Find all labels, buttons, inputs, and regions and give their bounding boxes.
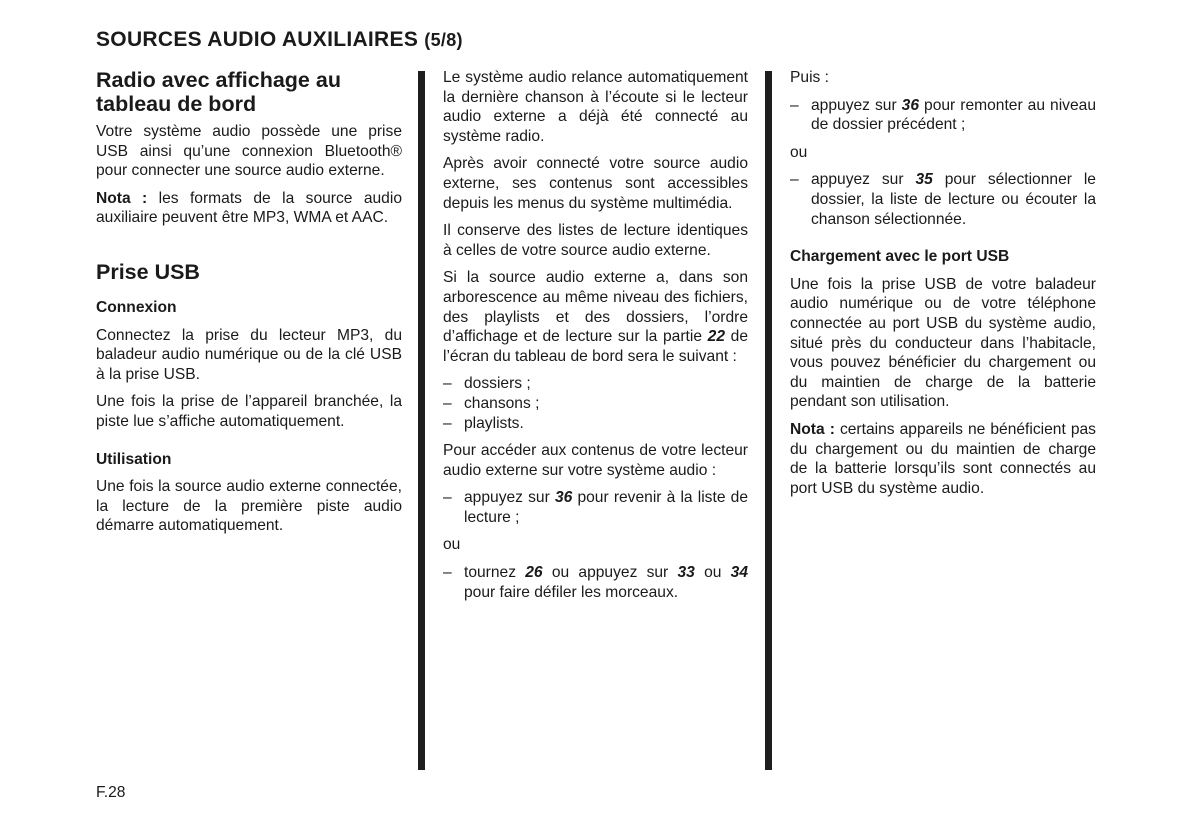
dash-bullet: – [790,96,799,114]
page-number: F.28 [96,784,126,801]
nota-label: Nota : [96,189,148,207]
nota-text: certains appareils ne bénéficient pas du chargement ou du maintien de charge de la batterie lorsqu’ils sont connectés au port USB du système audio. [790,420,1096,497]
ref-number: 33 [677,564,695,582]
order-paragraph: Si la source audio externe a, dans son arborescence au même niveau des fichiers, des playlists et des dossiers, l’ordre d’affichage et de lecture sur la partie 22 de l’écran du tableau de bord sera le suivant : [443,269,748,365]
or-separator: ou [443,536,461,554]
dash-bullet: – [443,564,452,582]
connexion-paragraph-1: Connectez la prise du lecteur MP3, du baladeur audio numérique ou de la clé USB à la prise USB. [96,326,402,383]
connexion-heading: Connexion [96,298,177,316]
list-item: – appuyez sur 36 pour remonter au niveau de dossier précédent ; [790,96,1096,134]
ref-number: 36 [901,96,920,114]
list-item: – appuyez sur 35 pour sélectionner le dossier, la liste de lecture ou écouter la chanson sélectionnée. [790,171,1096,228]
connexion-paragraph-2: Une fois la prise de l’appareil branchée, la piste lue s’affiche automatiquement. [96,393,402,430]
playlists-paragraph: Il conserve des listes de lecture identiques à celles de votre source audio externe. [443,222,748,259]
usb-heading: Prise USB [96,259,200,284]
column-divider [765,71,772,770]
utilisation-paragraph: Une fois la source audio externe connectée, la lecture de la première piste audio démarre automatiquement. [96,478,402,535]
ref-number: 22 [707,328,725,346]
dash-bullet: – [443,414,452,432]
section-title: SOURCES AUDIO AUXILIAIRES [96,28,419,51]
nota-text: les formats de la source audio auxiliaire peuvent être MP3, WMA et AAC. [96,189,402,227]
relaunch-paragraph: Le système audio relance automatiquement la dernière chanson à l’écoute si le lecteur audio externe a déjà été connecté au système radio. [443,69,748,145]
dash-bullet: – [443,489,452,507]
dash-bullet: – [443,394,452,412]
ref-number: 34 [730,564,748,582]
dash-bullet: – [443,375,452,393]
list-item: – chansons ; [443,394,540,412]
ref-number: 35 [915,171,933,189]
section-part: (5/8) [424,30,463,50]
intro-paragraph: Votre système audio possède une prise USB ainsi qu’une connexion Bluetooth® pour connecter une source audio externe. [96,123,402,180]
column-2 [443,68,748,610]
radio-heading: Radio avec affichage au tableau de bord [96,68,341,116]
list-item: – dossiers ; [443,375,531,393]
dash-bullet: – [790,171,799,189]
column-3 [790,68,1096,506]
ref-number: 36 [554,489,573,507]
access-paragraph: Après avoir connecté votre source audio externe, ses contenus sont accessibles depuis les menus du système multimédia. [443,155,748,212]
or-separator: ou [790,143,808,161]
page-title [96,28,463,52]
nota-paragraph [790,420,1096,498]
list-item: – playlists. [443,414,524,432]
access-instructions-paragraph: Pour accéder aux contenus de votre lecteur audio externe sur votre système audio : [443,442,748,479]
list-item: – appuyez sur 36 pour revenir à la liste de lecture ; [443,489,748,526]
ref-number: 26 [525,564,543,582]
column-1 [96,68,402,544]
charging-paragraph: Une fois la prise USB de votre baladeur audio numérique ou de votre téléphone connectée au port USB du système audio, situé près du conducteur dans l’habitacle, vous pouvez bénéficier du chargement ou du maintien de charge de la batterie pendant son utilisation. [790,275,1096,411]
utilisation-heading: Utilisation [96,450,172,468]
column-divider [418,71,425,770]
nota-paragraph [96,189,402,228]
nota-label: Nota : [790,420,835,438]
list-item: – tournez 26 ou appuyez sur 33 ou 34 pour faire défiler les morceaux. [443,564,748,601]
charging-heading: Chargement avec le port USB [790,248,1010,266]
then-label: Puis : [790,69,829,86]
